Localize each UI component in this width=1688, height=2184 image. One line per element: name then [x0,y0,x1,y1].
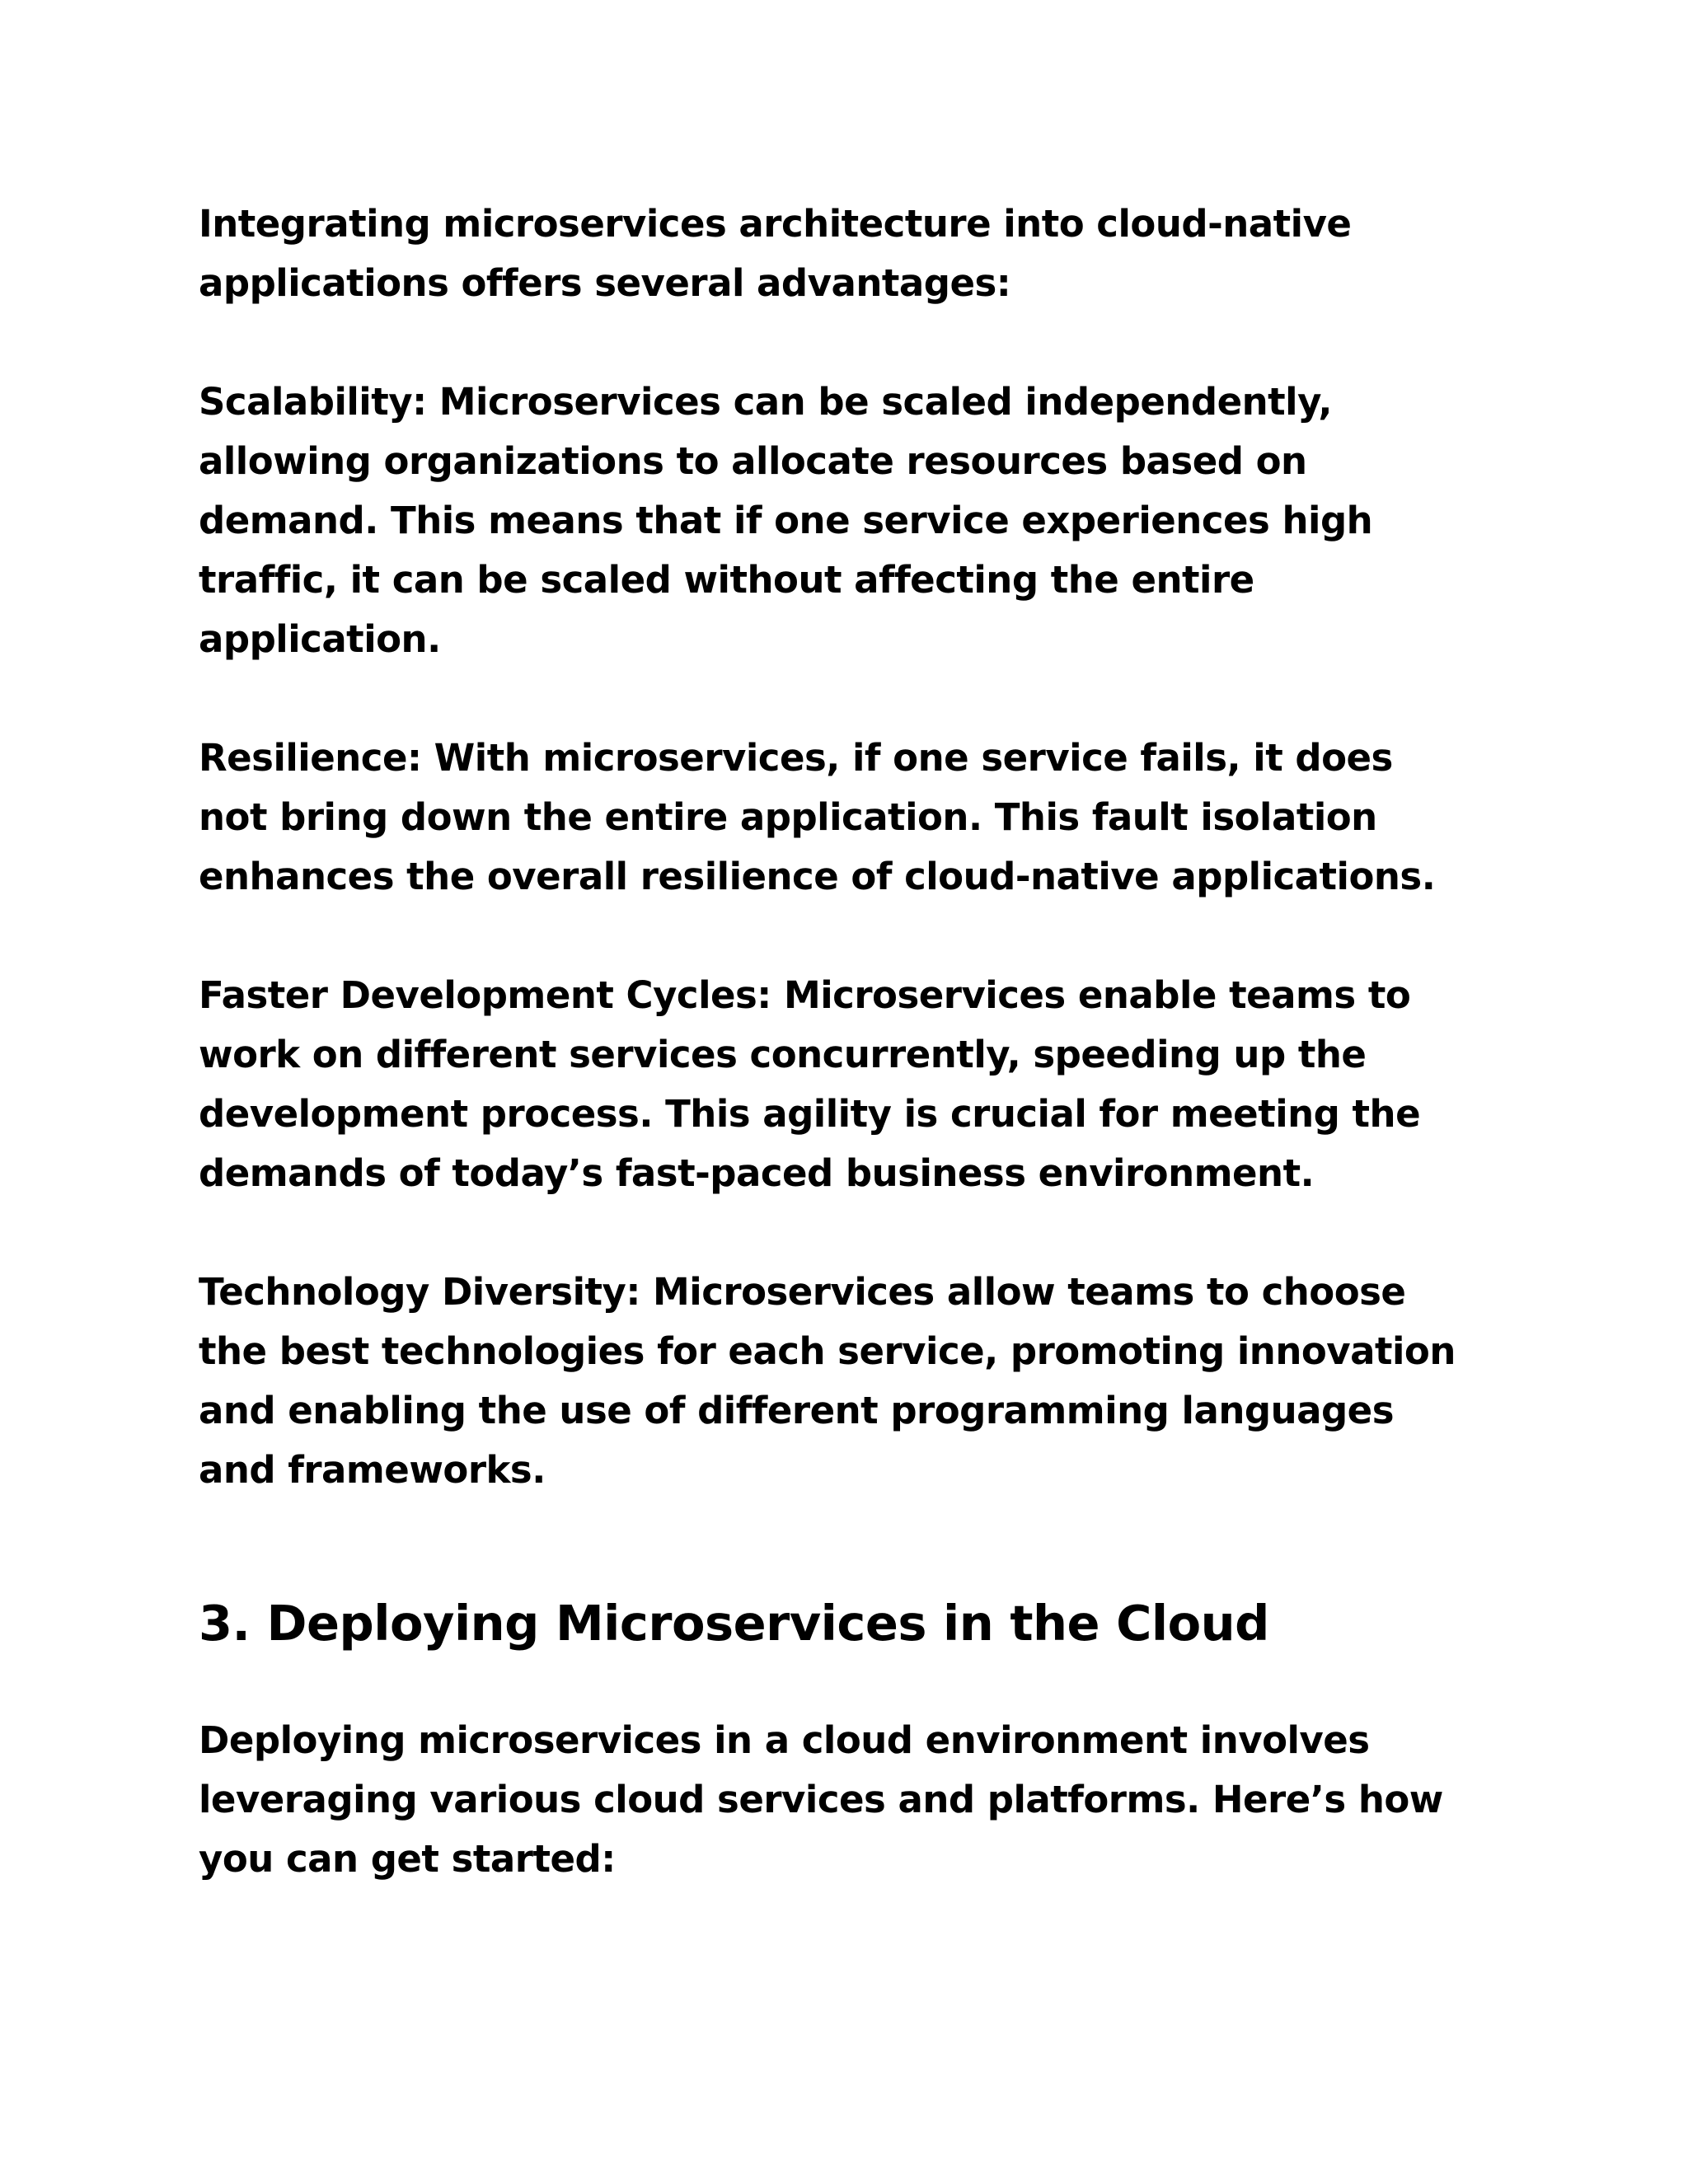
resilience-paragraph [199,729,1501,907]
text-line: demand. This means that if one service experiences high [199,499,1373,542]
text-line: Deploying microservices in a cloud environment involves [199,1718,1370,1762]
scalability-paragraph [199,373,1501,669]
text-line: development process. This agility is crucial for meeting the [199,1092,1421,1136]
text-line: the best technologies for each service, promoting innovation [199,1329,1456,1373]
deploying-paragraph [199,1711,1501,1889]
text-line: Faster Development Cycles: Microservices enable teams to [199,973,1411,1017]
text-line: demands of today’s fast-paced business environment. [199,1151,1315,1195]
faster-development-paragraph [199,966,1501,1203]
section-heading: 3. Deploying Microservices in the Cloud [199,1595,1269,1652]
text-line: allowing organizations to allocate resources based on [199,439,1307,483]
page-content [199,194,1501,1889]
technology-diversity-paragraph [199,1263,1501,1500]
text-line: work on different services concurrently, speeding up the [199,1033,1367,1076]
intro-paragraph [199,194,1501,313]
text-line: enhances the overall resilience of cloud-native applications. [199,855,1436,898]
text-line: Scalability: Microservices can be scaled independently, [199,380,1333,424]
text-line: application. [199,617,441,661]
text-line: and frameworks. [199,1448,546,1492]
text-line: Integrating microservices architecture into cloud-native [199,202,1352,246]
text-line: traffic, it can be scaled without affecting the entire [199,558,1254,602]
text-line: not bring down the entire application. This fault isolation [199,795,1377,839]
text-line: you can get started: [199,1837,616,1881]
text-line: Resilience: With microservices, if one service fails, it does [199,736,1393,780]
text-line: Technology Diversity: Microservices allow teams to choose [199,1270,1406,1314]
text-line: and enabling the use of different programming languages [199,1389,1394,1432]
text-line: leveraging various cloud services and platforms. Here’s how [199,1778,1443,1821]
text-line: applications offers several advantages: [199,261,1011,305]
